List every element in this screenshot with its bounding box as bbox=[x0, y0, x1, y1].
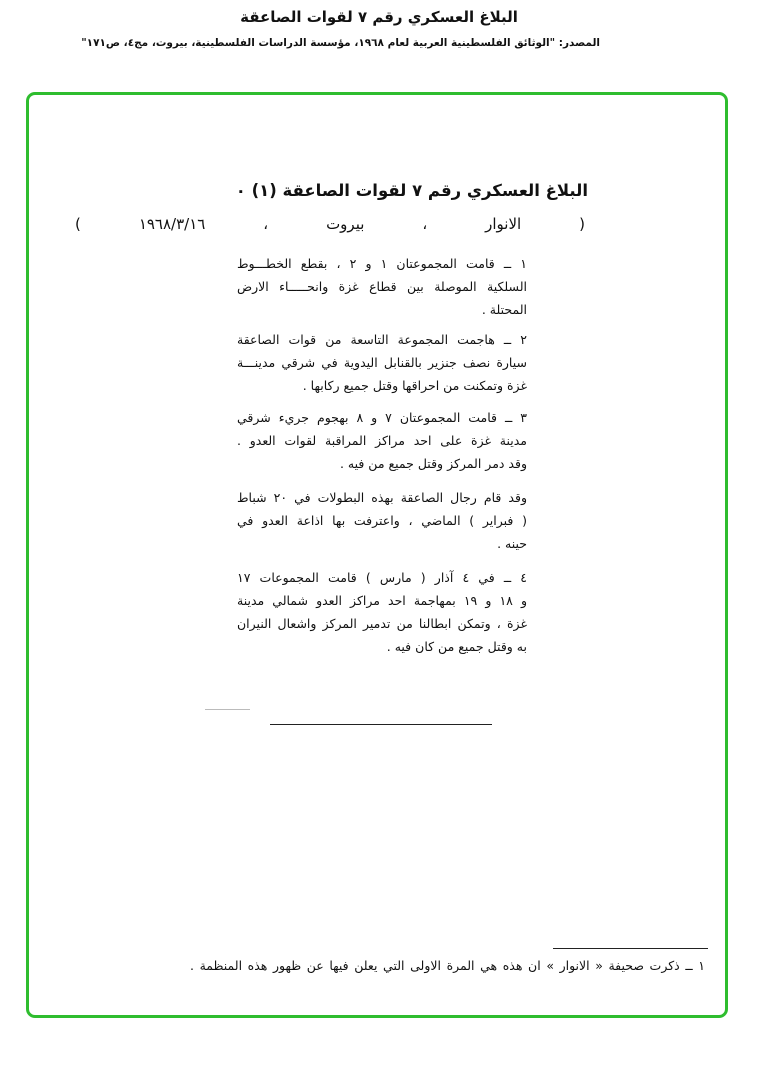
footnote-rule bbox=[553, 948, 708, 949]
text-line: وقد دمر المركز وقتل جميع من فيه . bbox=[339, 456, 527, 471]
paragraph-5 bbox=[237, 566, 527, 658]
text-line: غزة ، وتمكن ابطالنا من تدمير المركز واشعال النيران bbox=[237, 616, 527, 631]
text-line: و ١٨ و ١٩ بمهاجمة احد مراكز العدو شمالي مدينة bbox=[237, 593, 527, 608]
text-line: ( فبراير ) الماضي ، واعترفت بها اذاعة العدو في bbox=[237, 513, 527, 528]
paragraph-1 bbox=[237, 252, 527, 321]
text-line: السلكية الموصلة بين قطاع غزة وانحـــــاء الارض bbox=[237, 279, 527, 294]
source-citation: المصدر: "الوثائق الفلسطينية العربية لعام ١٩٦٨، مؤسسة الدراسات الفلسطينية، بيروت، مج٤، ص١٧١" bbox=[81, 37, 600, 49]
scan-mark bbox=[205, 709, 250, 710]
text-line: وقد قام رجال الصاعقة بهذه البطولات في ٢٠ شباط bbox=[237, 490, 527, 505]
text-line: به وقتل جميع من كان فيه . bbox=[386, 639, 527, 654]
text-line: ١ ــ قامت المجموعتان ١ و ٢ ، بقطع الخطـــوط bbox=[237, 256, 527, 271]
document-date-line: ( الانوار ، بيروت ، ١٩٦٨/٣/١٦ ) bbox=[75, 215, 586, 233]
section-divider bbox=[270, 724, 492, 725]
header-title: البلاغ العسكري رقم ٧ لقوات الصاعقة bbox=[240, 8, 518, 26]
text-line: ٢ ــ هاجمت المجموعة التاسعة من قوات الصاعقة bbox=[237, 332, 527, 347]
paragraph-3 bbox=[237, 406, 527, 475]
paragraph-2 bbox=[237, 328, 527, 397]
footnote: ١ ــ ذكرت صحيفة « الانوار » ان هذه هي المرة الاولى التي يعلن فيها عن ظهور هذه المنظمة . bbox=[190, 958, 705, 973]
text-line: سيارة نصف جنزير بالقنابل اليدوية في شرقي مدينـــة bbox=[237, 355, 527, 370]
paragraph-4 bbox=[237, 486, 527, 555]
document-title: البلاغ العسكري رقم ٧ لقوات الصاعقة (١) ٠ bbox=[235, 181, 588, 200]
text-line: مدينة غزة على احد مراكز المراقبة لقوات العدو . bbox=[237, 433, 527, 448]
text-line: ٤ ــ في ٤ آذار ( مارس ) قامت المجموعات ١٧ bbox=[237, 570, 527, 585]
text-line: غزة وتمكنت من احراقها وقتل جميع ركابها . bbox=[302, 378, 527, 393]
text-line: حينه . bbox=[497, 536, 527, 551]
text-line: المحتلة . bbox=[481, 302, 527, 317]
text-line: ٣ ــ قامت المجموعتان ٧ و ٨ بهجوم جريء شرقي bbox=[237, 410, 527, 425]
